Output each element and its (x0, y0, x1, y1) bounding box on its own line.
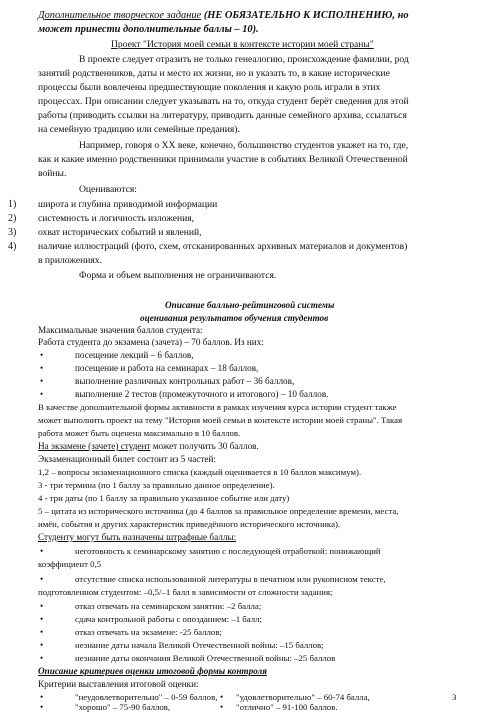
penalties-title: Студенту могут быть назначены штрафные баллы: (38, 532, 237, 542)
bullet-icon: • (40, 614, 44, 624)
bullet-icon: • (40, 546, 44, 556)
intro-line: занятий родственников, даты и место их жизни, но и указать то, в какие исторические (38, 68, 390, 79)
criteria-number: 3) (8, 227, 17, 238)
before-exam: Работа студента до экзамена (зачета) – 70 баллов. Из них: (38, 337, 264, 347)
grade-item: "неудовлетворительно" – 0-59 баллов, (75, 692, 218, 702)
ticket-part: имён, события и других характеристик приведённого исторического источника). (38, 519, 341, 529)
exam-rest: может получить 30 баллов. (152, 441, 259, 451)
criteria-number: 1) (8, 199, 17, 210)
header-prefix: Дополнительное творческое задание (38, 10, 202, 21)
ticket-part: 3 - три термина (по 1 баллу за правильно данное определение). (38, 480, 275, 490)
bullet-icon: • (220, 692, 224, 702)
intro-line: процессах. При описании следует указывать на то, откуда студент берёт сведения для этой (38, 96, 409, 107)
ticket-part: 4 - три даты (по 1 баллу за правильно указанное событие или дату) (38, 493, 290, 503)
penalty-item: отказ отвечать на семинарском занятии: –2 балла; (75, 601, 262, 611)
bullet-icon: • (40, 653, 44, 663)
exam-line (38, 441, 259, 451)
penalty-item: отсутствие списка использованной литературы в печатном или рукописном тексте, (75, 574, 386, 584)
list-item: посещение и работа на семинарах – 18 баллов, (75, 363, 259, 373)
intro-line: В проекте следует отразить не только генеалогию, происхождение фамилии, род (79, 54, 409, 65)
header-bold: (НЕ ОБЯЗАТЕЛЬНО К ИСПОЛНЕНИЮ, но (203, 10, 409, 21)
list-item: посещение лекций – 6 баллов, (75, 350, 194, 360)
intro-line: как и какие именно родственники принимали участие в событиях Великой Отечественной (38, 154, 408, 165)
criteria-item: наличие иллюстраций (фото, схем, отсканированных архивных материалов и документов) (38, 241, 408, 252)
final-title: Описание критериев оценки итоговой формы контроля (38, 666, 267, 676)
section-title-2: оценивания результатов обучения студентов (140, 313, 329, 323)
criteria-number: 4) (8, 241, 17, 252)
bullet-icon: • (40, 389, 44, 399)
intro-line: процессы были вовлечены предшествующие поколения и какую роль играли в этих (38, 82, 381, 93)
criteria-number: 2) (8, 213, 17, 224)
bullet-icon: • (40, 376, 44, 386)
project-title: Проект "История моей семьи в контексте истории моей страны" (111, 39, 374, 50)
max-values: Максимальные значения баллов студента: (38, 325, 203, 335)
extra-line: работа может быть оценена максимально в 10 баллов. (38, 428, 241, 438)
penalty-item: сдача контрольной работы с опозданием: –1 балл; (75, 614, 262, 624)
grade-item: "хорошо" – 75-90 баллов, (75, 702, 171, 712)
list-item: выполнение 2 тестов (промежуточного и итогового) – 10 баллов. (75, 389, 329, 399)
exam-underlined: На экзамене (зачете) студент (38, 441, 151, 451)
intro-line: Например, говоря о XX веке, конечно, большинство студентов укажет на то, где, (79, 140, 409, 151)
bullet-icon: • (40, 363, 44, 373)
header-line-1 (38, 10, 409, 21)
bullet-icon: • (40, 692, 44, 702)
criteria-item: широта и глубина приводимой информации (38, 199, 218, 210)
intro-line: войны. (38, 168, 67, 179)
penalty-item-cont: коэффициент 0,5 (38, 559, 102, 569)
ticket-part: 5 – цитата из исторического источника (до 4 баллов за правильное определение времени, места, (38, 506, 399, 516)
extra-line: В качестве дополнительной формы активности в рамках изучения курса истории студент также (38, 402, 397, 412)
penalty-item: отказ отвечать на экзамене: -25 баллов; (75, 627, 222, 637)
bullet-icon: • (40, 574, 44, 584)
penalty-item: незнание даты окончания Великой Отечественной войны: –25 баллов (75, 653, 336, 663)
bullet-icon: • (40, 640, 44, 650)
grade-item: "отлично" – 91-100 баллов. (236, 702, 338, 712)
bullet-icon: • (40, 350, 44, 360)
penalty-item: неготовность к семинарскому занятию с последующей отработкой: понижающий (75, 546, 381, 556)
intro-line: Оцениваются: (79, 184, 137, 195)
bullet-icon: • (40, 601, 44, 611)
criteria-item-cont: в приложениях. (38, 255, 102, 266)
header-line-2: может принести дополнительные баллы – 10). (38, 24, 259, 35)
bullet-icon: • (40, 627, 44, 637)
grade-item: "удовлетворительно" – 60-74 балла, (236, 692, 370, 702)
form-note: Форма и объем выполнения не ограничиваются. (79, 270, 277, 281)
bullet-icon: • (220, 702, 224, 712)
ticket-part: 1,2 – вопросы экзаменационного списка (каждый оценивается в 10 баллов максимум). (38, 467, 362, 477)
extra-line: может выполнить проект на тему "История моей семьи в контексте истории моей страны". Такая (38, 415, 403, 425)
grading-title: Критерии выставления итоговой оценки: (38, 679, 199, 689)
penalty-item-cont: подготовленном студентом: –0,5/–1 балл в зависимости от сложности задания; (38, 587, 333, 597)
page-number: 3 (452, 692, 457, 702)
penalty-item: незнание даты начала Великой Отечественной войны: –15 баллов; (75, 640, 324, 650)
criteria-item: охват исторических событий и явлений, (38, 227, 202, 238)
intro-line: на семейную традицию или семейные предания). (38, 124, 240, 135)
section-title-1: Описание балльно-рейтинговой системы (165, 300, 335, 310)
list-item: выполнение различных контрольных работ – 36 баллов, (75, 376, 295, 386)
intro-line: работы (приводить ссылки на литературу, приводить данные семейного архива, ссылаться (38, 110, 407, 121)
ticket-title: Экзаменационный билет состоит из 5 частей: (38, 454, 216, 464)
bullet-icon: • (40, 702, 44, 712)
criteria-item: системность и логичность изложения, (38, 213, 195, 224)
